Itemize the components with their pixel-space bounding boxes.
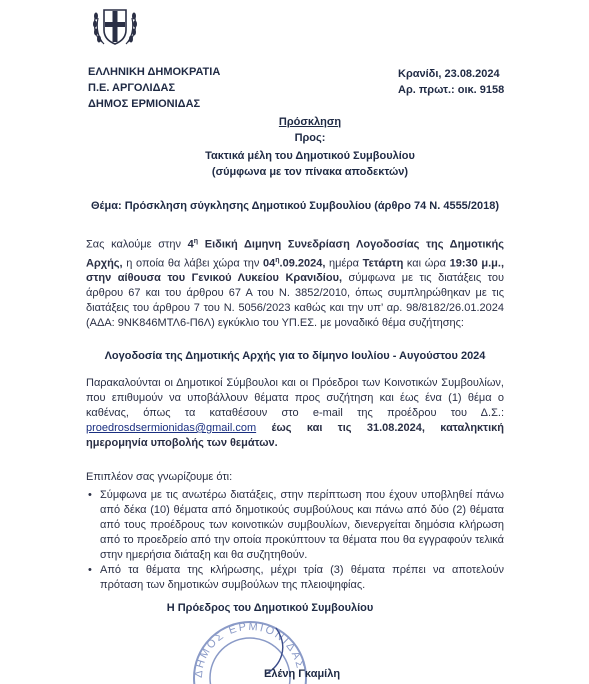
- text-run: και ώρα: [403, 257, 450, 270]
- list-item: • Από τα θέματα της κλήρωσης, μέχρι τρία (3) θέματα πρέπει να αποτελούν πρόταση των δημοτικών συμβούλων της πλειοψηφίας.: [100, 563, 504, 593]
- paragraph-convocation: [86, 234, 504, 331]
- text-run: η: [193, 238, 199, 245]
- text-run: Παρακαλούνται οι Δημοτικοί Σύμβουλοι και οι Πρόεδροι των Κοινοτικών Συμβουλίων, που επιθυμούν να υποβάλλουν θέματα προς συζήτηση και έως ένα (1) θέμα ο καθένας, όπως τα καταθέσουν στο e-mail της προέδρου του Δ.Σ.:: [86, 377, 504, 419]
- protocol-number: Αρ. πρωτ.: οικ. 9158: [398, 84, 505, 96]
- list-item: • Σύμφωνα με τις ανωτέρω διατάξεις, στην περίπτωση που έχουν υποβληθεί πάνω από δέκα (10) θέματα από δημοτικούς συμβούλους και πάνω από δύο (2) θέματα από τους προέδρους των κοινοτικών συμβουλίων, διενεργείται δημόσια κλήρωση από το προεδρείο από την οποία προκύπτουν τα θέματα που θα εγγραφούν τελικά στην ημερήσια διάταξη και θα συζητηθούν.: [100, 488, 504, 563]
- date-block: [398, 66, 548, 98]
- invitation-title: Πρόσκληση: [278, 116, 342, 128]
- recipients-line: Τακτικά μέλη του Δημοτικού Συμβουλίου: [205, 150, 415, 162]
- issuer-line: ΔΗΜΟΣ ΕΡΜΙΟΝΙΔΑΣ: [88, 98, 201, 110]
- text-run: Τετάρτη: [362, 257, 404, 270]
- invitation-to: Προς:: [294, 132, 326, 144]
- subject-line: Θέμα: Πρόσκληση σύγκλησης Δημοτικού Συμβουλίου (άρθρο 74 Ν. 4555/2018): [91, 200, 499, 212]
- stamp-text: ΔΗΜΟΣ ΕΡΜΙΟΝΙΔΑΣ: [192, 620, 307, 679]
- paragraph-intro: Επιπλέον σας γνωρίζουμε ότι:: [86, 471, 233, 483]
- issuer-block: [88, 64, 288, 112]
- text-run: η οποία θα λάβει χώρα την: [122, 257, 263, 270]
- text-run: ημέρα: [325, 257, 363, 270]
- text-run: 4: [187, 238, 194, 251]
- greek-emblem-icon: [90, 2, 140, 50]
- document-date: Κρανίδι, 23.08.2024: [398, 68, 500, 80]
- invitation-heading: [120, 114, 500, 180]
- recipients-note: (σύμφωνα με τον πίνακα αποδεκτών): [211, 166, 409, 178]
- text-run: σύμφωνα με τις διατάξεις του άρθρου 67 και του άρθρου 67 Α του Ν. 3852/2010, όπως συμπληρώθηκαν με τις διατάξεις του άρθρου 7 του Ν. 5056/2023 καθώς και την υπ’ αρ. 98/8182/26.01.2024 (ΑΔΑ: 9ΝΚ846ΜΤΛ6-Π6Λ) εγκύκλιο του ΥΠ.ΕΣ. με μοναδικό θέμα συζήτησης:: [86, 272, 504, 330]
- paragraph-submission: [86, 376, 504, 451]
- text-run: Σας καλούμε στην: [86, 238, 188, 251]
- issuer-line: Π.Ε. ΑΡΓΟΛΙΔΑΣ: [88, 82, 176, 94]
- text-run: η: [275, 256, 280, 264]
- issuer-line: ΕΛΛΗΝΙΚΗ ΔΗΜΟΚΡΑΤΙΑ: [88, 66, 221, 78]
- text-run: 04: [263, 257, 276, 270]
- text-run: 19:30 μ.μ., στην αίθουσα του Γενικού Λυκείου Κρανιδίου,: [86, 257, 504, 285]
- signatory-name: Ελένη Γκαμίλη: [264, 668, 341, 680]
- text-run: έως και τις 31.08.2024, καταληκτική ημερομηνία υποβολής των θεμάτων.: [86, 422, 504, 449]
- signature-role: Η Πρόεδρος του Δημοτικού Συμβουλίου: [166, 602, 374, 614]
- discussion-topic: Λογοδοσία της Δημοτικής Αρχής για το δίμηνο Ιουλίου - Αυγούστου 2024: [104, 350, 486, 362]
- email-link[interactable]: proedrosdsermionidas@gmail.com: [86, 422, 257, 434]
- bullet-list: [86, 488, 504, 593]
- text-run: Ειδική Διμηνη Συνεδρίαση Λογοδοσίας της Δημοτικής Αρχής,: [86, 238, 504, 270]
- text-run: .09.2024,: [279, 257, 326, 270]
